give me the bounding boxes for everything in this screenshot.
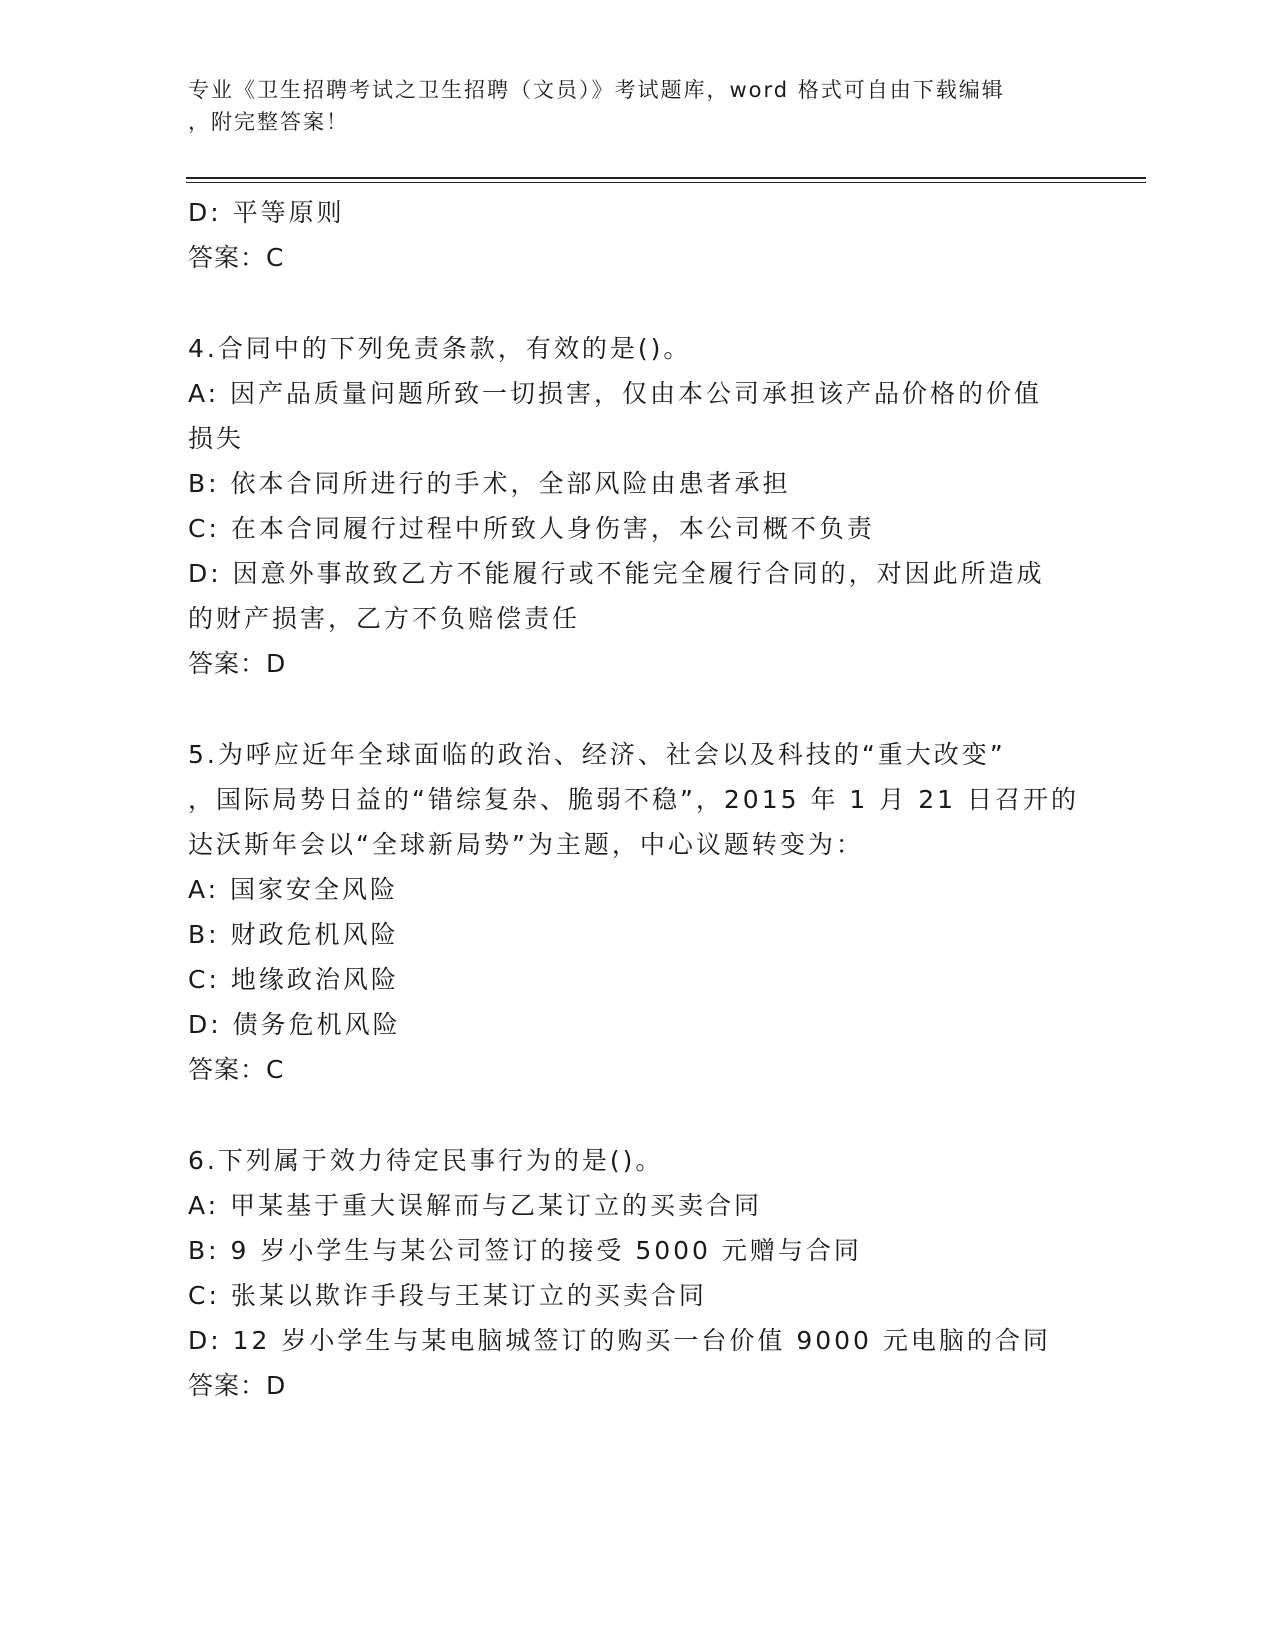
question-stem: 6.下列属于效力待定民事行为的是()。 bbox=[188, 1146, 664, 1175]
option-d: D: 债务危机风险 bbox=[188, 1010, 401, 1039]
header-line-1: 专业《卫生招聘考试之卫生招聘（文员）》考试题库，word 格式可自由下载编辑 bbox=[188, 78, 1005, 102]
option-b: B: 财政危机风险 bbox=[188, 920, 399, 949]
header-rule-thick bbox=[186, 177, 1146, 179]
question-5 bbox=[188, 732, 1088, 1092]
answer-line: 答案：C bbox=[188, 1055, 285, 1084]
question-stem: 4.合同中的下列免责条款，有效的是()。 bbox=[188, 334, 692, 363]
option-a: A: 国家安全风险 bbox=[188, 875, 399, 904]
option-d: D: 平等原则 bbox=[188, 198, 345, 227]
header-line-2: ，附完整答案！ bbox=[188, 110, 349, 134]
answer-line: 答案：D bbox=[188, 1371, 287, 1400]
option-a-continued: 损失 bbox=[188, 424, 245, 453]
question-stem: 5.为呼应近年全球面临的政治、经济、社会以及科技的“重大改变” bbox=[188, 740, 1006, 769]
header-rule-thin bbox=[186, 182, 1146, 183]
option-d-continued: 的财产损害，乙方不负赔偿责任 bbox=[188, 604, 581, 633]
option-d: D: 12 岁小学生与某电脑城签订的购买一台价值 9000 元电脑的合同 bbox=[188, 1326, 1051, 1355]
question-stem-continued: ，国际局势日益的“错综复杂、脆弱不稳”，2015 年 1 月 21 日召开的 bbox=[188, 785, 1079, 814]
option-b: B: 9 岁小学生与某公司签订的接受 5000 元赠与合同 bbox=[188, 1236, 862, 1265]
question-stem-continued: 达沃斯年会以“全球新局势”为主题，中心议题转变为： bbox=[188, 830, 864, 859]
question-3-tail bbox=[188, 190, 1088, 280]
question-4 bbox=[188, 326, 1088, 686]
option-c: C: 在本合同履行过程中所致人身伤害，本公司概不负责 bbox=[188, 514, 875, 543]
option-d: D: 因意外事故致乙方不能履行或不能完全履行合同的，对因此所造成 bbox=[188, 559, 1045, 588]
option-a: A: 甲某基于重大误解而与乙某订立的买卖合同 bbox=[188, 1191, 763, 1220]
option-c: C: 张某以欺诈手段与王某订立的买卖合同 bbox=[188, 1281, 707, 1310]
spacer bbox=[188, 686, 1088, 732]
question-content bbox=[188, 190, 1088, 1408]
answer-line: 答案：D bbox=[188, 649, 287, 678]
question-6 bbox=[188, 1138, 1088, 1408]
page-header bbox=[188, 74, 1088, 138]
option-b: B: 依本合同所进行的手术，全部风险由患者承担 bbox=[188, 469, 791, 498]
spacer bbox=[188, 1092, 1088, 1138]
option-a: A: 因产品质量问题所致一切损害，仅由本公司承担该产品价格的价值 bbox=[188, 379, 1043, 408]
option-c: C: 地缘政治风险 bbox=[188, 965, 399, 994]
answer-line: 答案：C bbox=[188, 243, 285, 272]
spacer bbox=[188, 280, 1088, 326]
